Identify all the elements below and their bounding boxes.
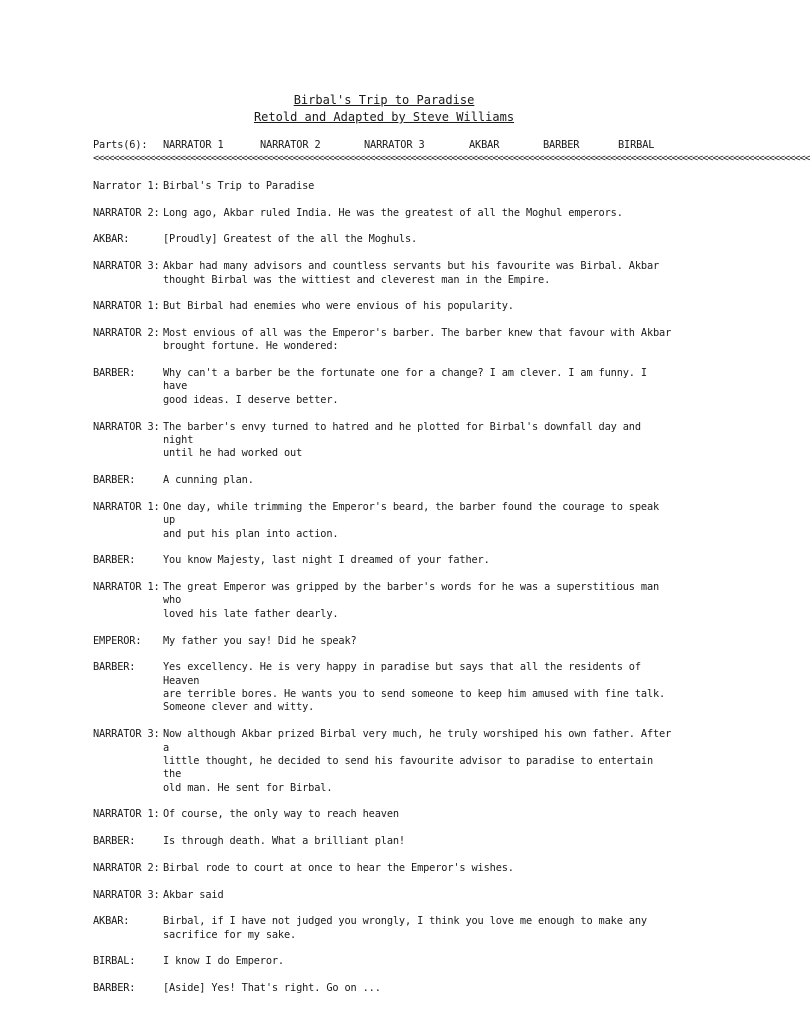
dialogue-text: Most envious of all was the Emperor's barber. The barber knew that favour with Akbar brought fortune. He wondered:: [163, 326, 672, 353]
script-entry: [93, 327, 673, 354]
speaker-label: NARRATOR 3:: [93, 420, 160, 433]
divider-line: <<<<<<<<<<<<<<<<<<<<<<<<<<<<<<<<<<<<<<<<<<<<<<<<<<<<<<<<<<<<<<<<<<<<<<<<<<<<<<<<<<<<<<<<<<<<<<<<<<<<<<<<<<<<<<<<<<<<<<<<<<<<<<<<<<<<<<<<<<<<: [93, 153, 810, 164]
speaker-label: BIRBAL:: [93, 955, 136, 968]
speaker-label: BARBER:: [93, 835, 136, 848]
part-role: NARRATOR 2: [260, 139, 321, 151]
part-role: NARRATOR 1: [163, 139, 224, 151]
dialogue-text: Yes excellency. He is very happy in paradise but says that all the residents of Heaven are terrible bores. He wants you to send someone to keep him amused with fine talk. Someone clever and witty.: [163, 661, 666, 714]
dialogue-text: Of course, the only way to reach heaven: [163, 808, 399, 821]
dialogue-text: Long ago, Akbar ruled India. He was the greatest of all the Moghul emperors.: [163, 206, 623, 219]
speaker-label: BARBER:: [93, 474, 136, 487]
script-entry: [93, 661, 673, 715]
dialogue-text: I know I do Emperor.: [163, 955, 284, 968]
speaker-label: BARBER:: [93, 661, 136, 674]
dialogue-text: Is through death. What a brilliant plan!: [163, 835, 405, 848]
dialogue-text: The barber's envy turned to hatred and he plotted for Birbal's downfall day and night until he had worked out: [163, 420, 641, 460]
script-entry: [93, 207, 673, 220]
dialogue-text: Birbal's Trip to Paradise: [163, 180, 315, 192]
parts-label: Parts(6):: [93, 139, 148, 151]
part-role: BIRBAL: [618, 139, 655, 151]
script-entry: [93, 421, 673, 461]
parts-list: [0, 139, 768, 153]
dialogue-text: Why can't a barber be the fortunate one for a change? I am clever. I am funny. I have good ideas. I deserve better.: [163, 367, 647, 406]
dialogue-text: Birbal rode to court at once to hear the Emperor's wishes.: [163, 861, 514, 874]
script-entry: [93, 180, 673, 193]
script-entry: [93, 367, 673, 407]
speaker-label: AKBAR:: [93, 915, 130, 928]
script-entry: [93, 835, 673, 848]
speaker-label: NARRATOR 2:: [93, 326, 160, 339]
script-entry: [93, 635, 673, 648]
speaker-label: Narrator 1:: [93, 180, 160, 192]
dialogue-text: [Aside] Yes! That's right. Go on ...: [163, 982, 381, 995]
speaker-label: NARRATOR 1:: [93, 500, 160, 513]
part-role: BARBER: [543, 139, 580, 151]
speaker-label: NARRATOR 1:: [93, 300, 160, 313]
document-title: Birbal's Trip to Paradise: [293, 93, 475, 107]
dialogue-text: You know Majesty, last night I dreamed of your father.: [163, 554, 490, 567]
script-entry: [93, 581, 673, 621]
dialogue-text: The great Emperor was gripped by the barber's words for he was a superstitious man who loved his late father dearly.: [163, 580, 660, 620]
document-subtitle: Retold and Adapted by Steve Williams: [253, 110, 515, 124]
speaker-label: NARRATOR 3:: [93, 888, 160, 901]
speaker-label: NARRATOR 1:: [93, 580, 160, 593]
dialogue-text: My father you say! Did he speak?: [163, 634, 357, 647]
dialogue-text: Akbar said: [163, 888, 224, 901]
dialogue-text: Birbal, if I have not judged you wrongly, I think you love me enough to make any sacrifice for my sake.: [163, 915, 647, 941]
speaker-label: BARBER:: [93, 982, 136, 995]
speaker-label: EMPEROR:: [93, 634, 142, 647]
script-entry: [93, 955, 673, 968]
speaker-label: NARRATOR 3:: [93, 260, 160, 273]
script-body: [93, 180, 673, 1009]
script-entry: [93, 982, 673, 995]
part-role: NARRATOR 3: [364, 139, 425, 151]
script-entry: [93, 300, 673, 313]
speaker-label: NARRATOR 2:: [93, 206, 160, 219]
script-entry: [93, 862, 673, 875]
script-entry: [93, 915, 673, 942]
speaker-label: NARRATOR 1:: [93, 808, 160, 821]
dialogue-text: Now although Akbar prized Birbal very much, he truly worshiped his own father. After a little thought, he decided to send his favourite advisor to paradise to entertain the old man. He sent for Birbal.: [163, 728, 672, 794]
speaker-label: BARBER:: [93, 367, 136, 380]
speaker-label: NARRATOR 3:: [93, 728, 160, 741]
dialogue-text: One day, while trimming the Emperor's beard, the barber found the courage to speak up and put his plan into action.: [163, 500, 660, 540]
script-entry: [93, 474, 673, 487]
script-entry: [93, 889, 673, 902]
dialogue-text: Akbar had many advisors and countless servants but his favourite was Birbal. Akbar thought Birbal was the wittiest and cleverest man in the Empire.: [163, 260, 660, 286]
speaker-label: NARRATOR 2:: [93, 861, 160, 874]
script-entry: [93, 808, 673, 821]
script-entry: [93, 554, 673, 567]
dialogue-text: But Birbal had enemies who were envious of his popularity.: [163, 300, 514, 313]
script-entry: [93, 501, 673, 541]
speaker-label: BARBER:: [93, 554, 136, 567]
dialogue-text: [Proudly] Greatest of the all the Moghuls.: [163, 233, 418, 246]
part-role: AKBAR: [469, 139, 500, 151]
script-entry: [93, 233, 673, 246]
script-entry: [93, 728, 673, 795]
speaker-label: AKBAR:: [93, 233, 130, 246]
dialogue-text: A cunning plan.: [163, 474, 254, 487]
script-entry: [93, 260, 673, 287]
